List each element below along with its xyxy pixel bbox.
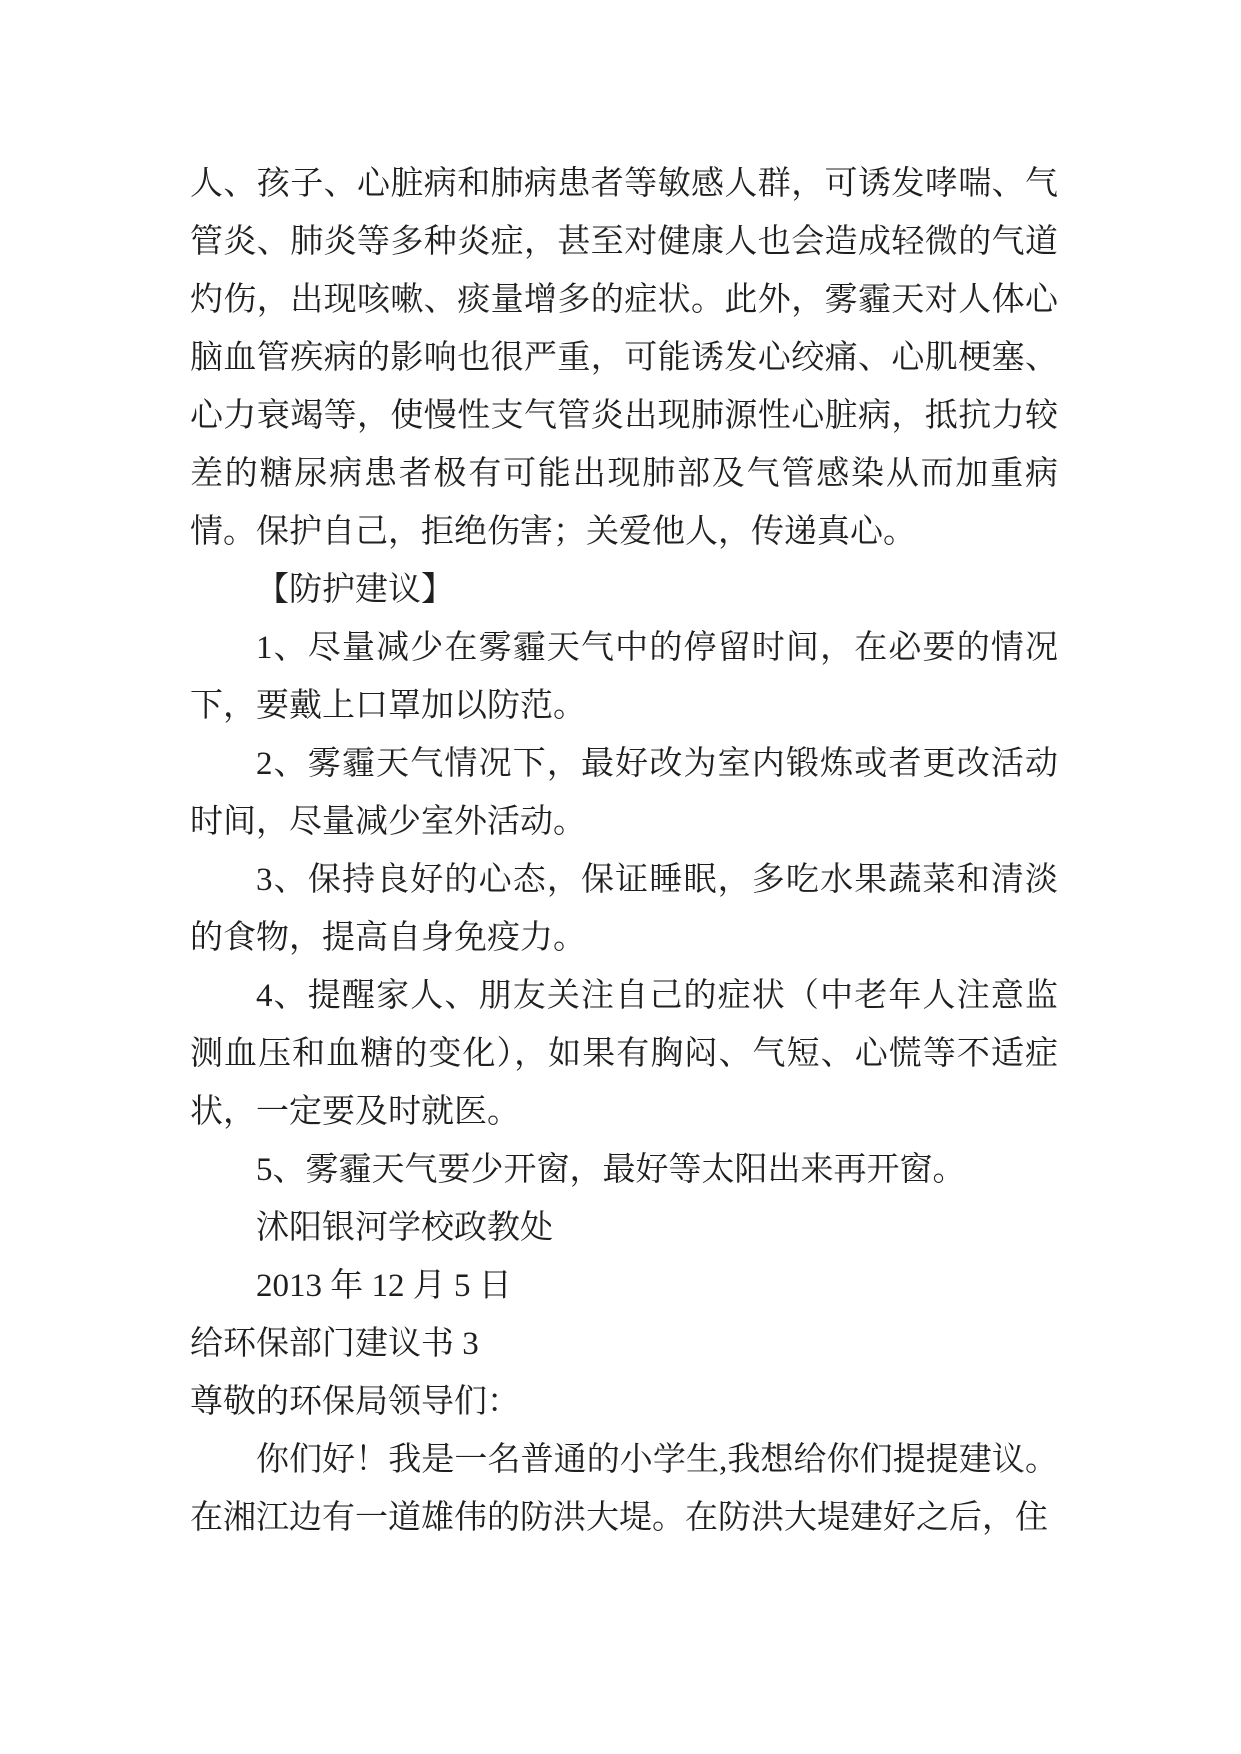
paragraph: 5、雾霾天气要少开窗，最好等太阳出来再开窗。 [256, 1152, 966, 1188]
paragraph: 2013 年 12 月 5 日 [256, 1268, 512, 1304]
document-body [190, 155, 1058, 1547]
paragraph: 人、孩子、心脏病和肺病患者等敏感人群，可诱发哮喘、气管炎、肺炎等多种炎症，甚至对健康人也会造成轻微的气道灼伤，出现咳嗽、痰量增多的症状。此外，雾霾天对人体心脑血管疾病的影响也很严重，可能诱发心绞痛、心肌梗塞、心力衰竭等，使慢性支气管炎出现肺源性心脏病，抵抗力较差的糖尿病患者极有可能出现肺部及气管感染从而加重病情。保护自己，拒绝伤害；关爱他人，传递真心。 [190, 166, 1058, 550]
paragraph: 给环保部门建议书 3 [190, 1326, 479, 1362]
paragraph: 【防护建议】 [256, 572, 454, 608]
paragraph: 4、提醒家人、朋友关注自己的症状（中老年人注意监测血压和血糖的变化），如果有胸闷、气短、心慌等不适症状，一定要及时就医。 [190, 978, 1058, 1130]
paragraph: 沭阳银河学校政教处 [256, 1210, 553, 1246]
paragraph: 3、保持良好的心态，保证睡眠，多吃水果蔬菜和清淡的食物，提高自身免疫力。 [190, 862, 1058, 956]
paragraph: 1、尽量减少在雾霾天气中的停留时间，在必要的情况下，要戴上口罩加以防范。 [190, 630, 1058, 724]
paragraph: 2、雾霾天气情况下，最好改为室内锻炼或者更改活动时间，尽量减少室外活动。 [190, 746, 1058, 840]
paragraph: 你们好！我是一名普通的小学生,我想给你们提提建议。在湘江边有一道雄伟的防洪大堤。在防洪大堤建好之后，住 [190, 1442, 1058, 1536]
paragraph: 尊敬的环保局领导们： [190, 1384, 520, 1420]
